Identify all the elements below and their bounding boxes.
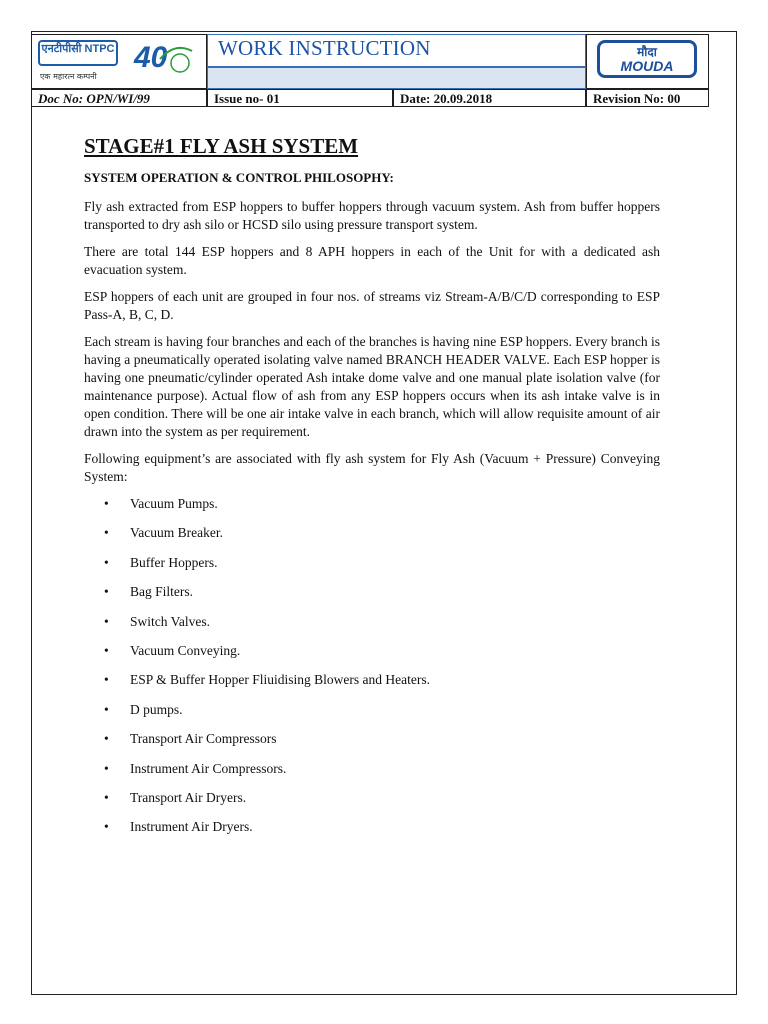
bullet-icon: • [104,613,109,629]
revision-number: Revision No: 00 [593,91,681,106]
bullet-icon: • [104,584,109,600]
bullet-icon: • [104,672,109,688]
list-item [84,701,660,730]
bullet-icon: • [104,642,109,658]
list-item [84,583,660,612]
mouda-hindi: मौदा [637,45,657,59]
date-cell [393,89,586,107]
list-item-text: Transport Air Dryers. [130,789,247,805]
ntpc-tagline: एक महारत्न कम्पनी [40,72,97,81]
ntpc-logo: एनटीपीसी NTPC [38,40,118,66]
list-item [84,495,660,524]
bullet-icon: • [104,525,109,541]
revision-cell [586,89,709,107]
list-item [84,524,660,553]
list-item-text: ESP & Buffer Hopper Fliuidising Blowers and Heaters. [130,672,430,688]
doc-number-cell [31,89,207,107]
list-item-text: Instrument Air Compressors. [130,760,287,776]
list-item-text: Vacuum Conveying. [130,642,241,658]
list-item-text: Bag Filters. [130,584,193,600]
list-item [84,760,660,789]
mouda-english: MOUDA [620,58,674,74]
ntpc-logo-cell [31,34,207,89]
document-title: WORK INSTRUCTION [218,36,431,60]
list-item-text: Buffer Hoppers. [130,554,218,570]
mouda-logo [597,40,697,78]
title-band [207,67,586,89]
paragraph: Each stream is having four branches and each of the branches is having nine ESP hoppers. Every branch is having a pneumatically operated isolating valve named BRANCH HEADER VALVE. Each ESP hopper is having one pneumatic/cylinder operated Ash intake dome valve and one manual plate isolation valve (for maintenance purpose). Actual flow of ash from any ESP hoppers occurs when its ash intake valve is in open condition. There will be one air intake valve in each branch, which will allow requisite amount of air drawn into the system as per requirement. [84,334,660,439]
document-header [31,34,709,107]
bullet-icon: • [104,789,109,805]
list-item [84,613,660,642]
bullet-icon: • [104,760,109,776]
document-body [84,134,660,848]
anniversary-number: 40 [134,41,168,74]
list-item-text: Vacuum Breaker. [130,525,223,541]
list-item [84,730,660,759]
stage-title: STAGE#1 FLY ASH SYSTEM [84,134,359,158]
list-item [84,554,660,583]
paragraph: ESP hoppers of each unit are grouped in four nos. of streams viz Stream-A/B/C/D corresponding to ESP Pass-A, B, C, D. [84,289,660,322]
list-item [84,642,660,671]
list-item-text: Switch Valves. [130,613,210,629]
list-item-text: Instrument Air Dryers. [130,819,253,835]
equipment-list [84,495,660,848]
issue-date: Date: 20.09.2018 [400,91,493,106]
list-item-text: Vacuum Pumps. [130,496,218,511]
bullet-icon: • [104,554,109,570]
doc-number: Doc No: OPN/WI/99 [38,91,150,106]
bullet-icon: • [104,496,109,511]
bullet-icon: • [104,731,109,747]
list-item-text: D pumps. [130,701,183,717]
title-cell [207,34,586,67]
list-item [84,818,660,847]
bullet-icon: • [104,701,109,717]
list-item-text: Transport Air Compressors [130,731,277,747]
issue-number: Issue no- 01 [214,91,280,106]
list-item [84,789,660,818]
list-item [84,671,660,700]
bullet-icon: • [104,819,109,835]
mouda-logo-cell [586,34,709,89]
section-subheading: SYSTEM OPERATION & CONTROL PHILOSOPHY: [84,170,394,185]
anniversary-40-logo [130,37,200,77]
issue-cell [207,89,393,107]
paragraph: There are total 144 ESP hoppers and 8 APH hoppers in each of the Unit for with a dedicated ash evacuation system. [84,244,660,277]
paragraph: Following equipment’s are associated with fly ash system for Fly Ash (Vacuum + Pressure) Conveying System: [84,451,660,484]
paragraph: Fly ash extracted from ESP hoppers to buffer hoppers through vacuum system. Ash from buffer hoppers transported to dry ash silo or HCSD silo using pressure transport system. [84,199,660,232]
